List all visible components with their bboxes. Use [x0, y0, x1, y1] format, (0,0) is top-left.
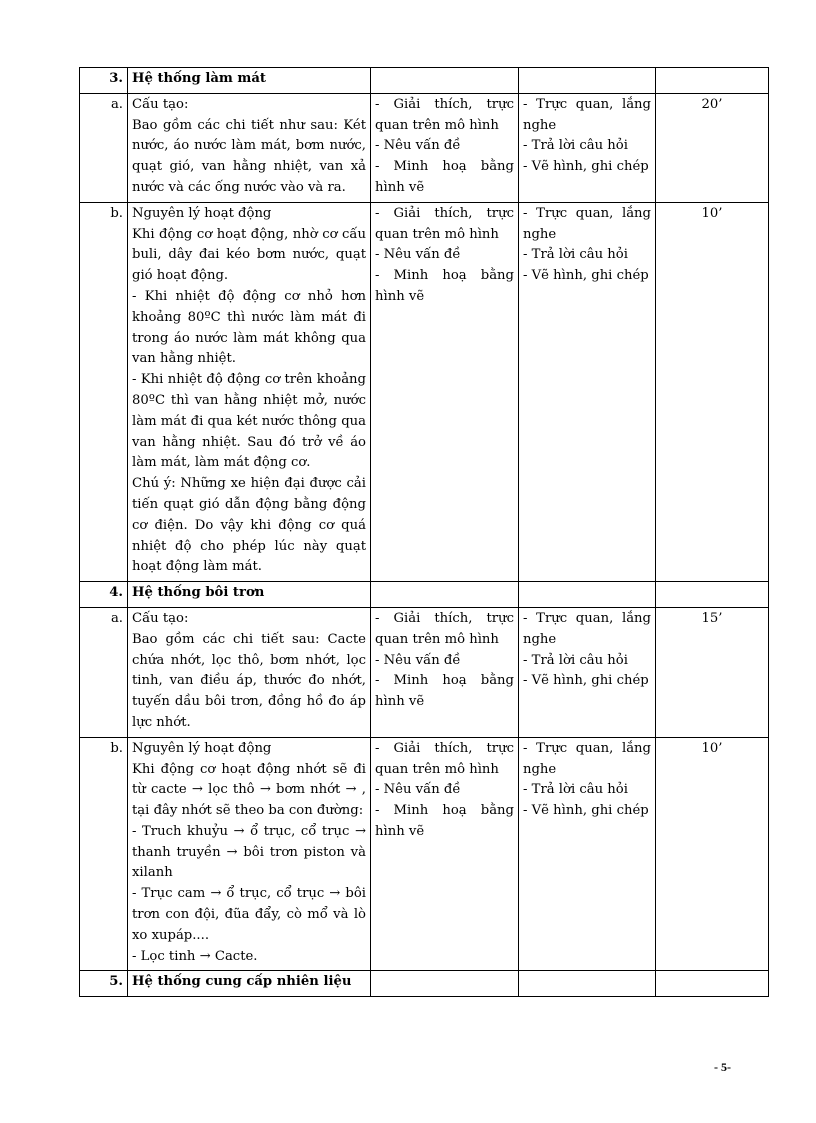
- text-line: - Khi nhiệt độ động cơ nhỏ hơn khoảng 80ºC thì nước làm mát đi trong áo nước làm mát không qua van hằng nhiệt.: [132, 288, 366, 367]
- page-number: - 5-: [714, 1060, 731, 1074]
- empty-cell: [656, 582, 769, 608]
- teacher-activity-cell: [371, 737, 519, 971]
- text-line: Nguyên lý hoạt động: [132, 740, 272, 756]
- lesson-plan-table: [79, 67, 769, 997]
- item-row: [80, 93, 769, 202]
- content-cell: [128, 737, 371, 971]
- empty-cell: [519, 68, 656, 94]
- text-line: - Minh hoạ bằng hình vẽ: [375, 268, 514, 304]
- text-line: Bao gồm các chi tiết như sau: Két nước, áo nước làm mát, bơm nước, quạt gió, van hằng nhiệt, van xả nước và các ống nước vào và ra.: [132, 117, 366, 195]
- student-activity-cell: [519, 202, 656, 581]
- content-cell: [128, 202, 371, 581]
- section-title: Hệ thống cung cấp nhiên liệu: [128, 971, 371, 997]
- text-line: - Trả lời câu hỏi: [523, 652, 628, 668]
- text-line: Chú ý: Những xe hiện đại được cải tiến quạt gió dẫn động bằng động cơ điện. Do vậy khi động cơ quá nhiệt độ cho phép lúc này quạt hoạt động làm mát.: [132, 476, 366, 575]
- teacher-activity-cell: [371, 607, 519, 737]
- text-line: - Nêu vấn đề: [375, 138, 461, 154]
- text-line: Cấu tạo:: [132, 610, 189, 626]
- row-number: a.: [80, 607, 128, 737]
- text-line: - Trục cam → ổ trục, cổ trục → bôi trơn con đội, đũa đẩy, cò mổ và lò xo xupáp....: [132, 886, 366, 943]
- empty-cell: [371, 68, 519, 94]
- section-row: [80, 971, 769, 997]
- item-row: [80, 202, 769, 581]
- empty-cell: [656, 68, 769, 94]
- text-line: - Khi nhiệt độ động cơ trên khoảng 80ºC thì van hằng nhiệt mở, nước làm mát đi qua két nước thông qua van hằng nhiệt. Sau đó trở về áo làm mát, làm mát động cơ.: [132, 372, 366, 471]
- row-number: b.: [80, 202, 128, 581]
- text-line: - Minh hoạ bằng hình vẽ: [375, 803, 514, 839]
- text-line: - Giải thích, trực quan trên mô hình: [375, 610, 514, 647]
- text-line: Nguyên lý hoạt động: [132, 205, 272, 221]
- text-line: Cấu tạo:: [132, 96, 189, 112]
- text-line: Khi động cơ hoạt động nhớt sẽ đi từ cacte → lọc thô → bơm nhớt → , tại đây nhớt sẽ theo ba con đường:: [132, 761, 366, 819]
- text-line: Bao gồm các chi tiết sau: Cacte chứa nhớt, lọc thô, bơm nhớt, lọc tinh, van điều áp, thước đo nhớt, tuyến dầu bôi trơn, đồng hồ đo áp lực nhớt.: [132, 631, 366, 730]
- teacher-activity-cell: [371, 202, 519, 581]
- text-line: - Trả lời câu hỏi: [523, 247, 628, 263]
- row-number: 3.: [80, 68, 128, 94]
- text-line: - Vẽ hình, ghi chép: [523, 673, 649, 689]
- text-line: - Trả lời câu hỏi: [523, 138, 628, 154]
- time-cell: 15’: [656, 607, 769, 737]
- time-cell: 20’: [656, 93, 769, 202]
- time-cell: 10’: [656, 737, 769, 971]
- text-line: - Nêu vấn đề: [375, 247, 461, 263]
- section-title: Hệ thống làm mát: [128, 68, 371, 94]
- text-line: - Nêu vấn đề: [375, 652, 461, 668]
- teacher-activity-cell: [371, 93, 519, 202]
- section-row: [80, 582, 769, 608]
- content-cell: [128, 607, 371, 737]
- text-line: - Trực quan, lắng nghe: [523, 96, 651, 133]
- time-cell: 10’: [656, 202, 769, 581]
- text-line: - Vẽ hình, ghi chép: [523, 268, 649, 284]
- text-line: - Trả lời câu hỏi: [523, 782, 628, 798]
- text-line: - Minh hoạ bằng hình vẽ: [375, 673, 514, 710]
- student-activity-cell: [519, 93, 656, 202]
- text-line: - Lọc tinh → Cacte.: [132, 948, 258, 964]
- student-activity-cell: [519, 607, 656, 737]
- text-line: Khi động cơ hoạt động, nhờ cơ cấu buli, dây đai kéo bơm nước, quạt gió hoạt động.: [132, 226, 366, 284]
- row-number: b.: [80, 737, 128, 971]
- empty-cell: [519, 582, 656, 608]
- text-line: - Trực quan, lắng nghe: [523, 740, 651, 777]
- content-cell: [128, 93, 371, 202]
- empty-cell: [519, 971, 656, 997]
- text-line: - Giải thích, trực quan trên mô hình: [375, 205, 514, 242]
- text-line: - Trực quan, lắng nghe: [523, 205, 651, 242]
- text-line: - Vẽ hình, ghi chép: [523, 159, 649, 175]
- empty-cell: [656, 971, 769, 997]
- section-row: [80, 68, 769, 94]
- text-line: - Giải thích, trực quan trên mô hình: [375, 96, 514, 133]
- item-row: [80, 737, 769, 971]
- row-number: 4.: [80, 582, 128, 608]
- student-activity-cell: [519, 737, 656, 971]
- text-line: - Vẽ hình, ghi chép: [523, 803, 649, 819]
- section-title: Hệ thống bôi trơn: [128, 582, 371, 608]
- text-line: - Giải thích, trực quan trên mô hình: [375, 740, 514, 777]
- text-line: - Nêu vấn đề: [375, 782, 461, 798]
- empty-cell: [371, 582, 519, 608]
- text-line: - Truch khuỷu → ổ trục, cổ trục → thanh truyền → bôi trơn piston và xilanh: [132, 823, 366, 881]
- text-line: - Minh hoạ bằng hình vẽ: [375, 159, 514, 195]
- item-row: [80, 607, 769, 737]
- row-number: a.: [80, 93, 128, 202]
- text-line: - Trực quan, lắng nghe: [523, 610, 651, 647]
- empty-cell: [371, 971, 519, 997]
- row-number: 5.: [80, 971, 128, 997]
